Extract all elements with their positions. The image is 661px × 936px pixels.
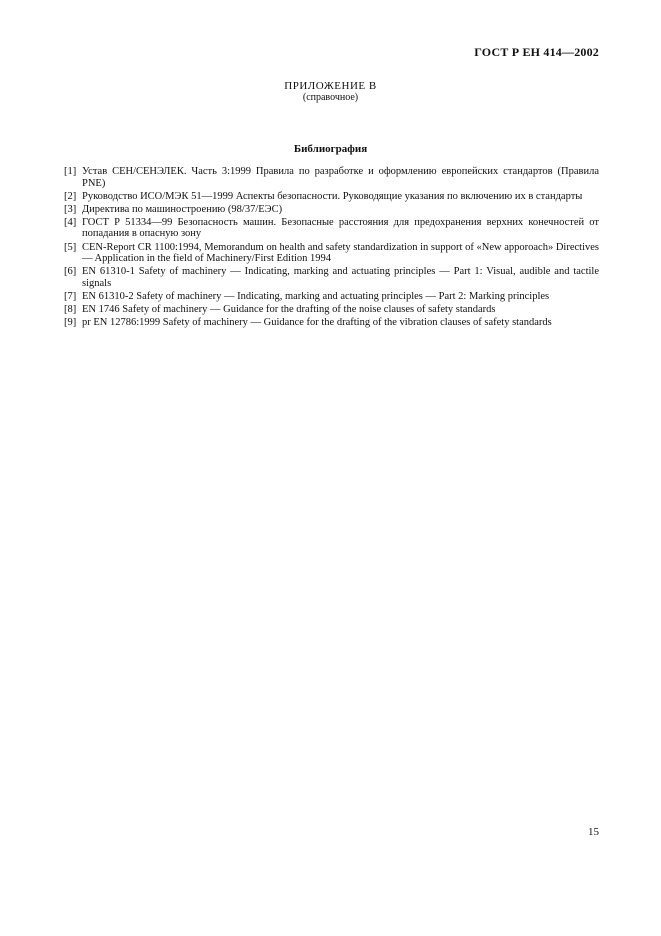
bibliography-item: [64, 304, 599, 316]
reference-text: EN 61310-1 Safety of machinery — Indicating, marking and actuating principles — Part 1: Visual, audible and tactile signals: [82, 266, 599, 289]
bibliography-item: [64, 217, 599, 240]
bibliography-list: [64, 166, 599, 330]
reference-text: Директива по машиностроению (98/37/ЕЭС): [82, 203, 283, 215]
reference-number: [8]: [64, 304, 77, 316]
bibliography-item: [64, 191, 599, 203]
reference-text: Устав СЕН/СЕНЭЛЕК. Часть 3:1999 Правила по разработке и оформлению европейских стандартов (Правила PNE): [82, 166, 599, 189]
bibliography-item: [64, 266, 599, 289]
reference-text: Руководство ИСО/МЭК 51—1999 Аспекты безопасности. Руководящие указания по включению их в стандарты: [82, 190, 583, 202]
bibliography-item: [64, 166, 599, 189]
reference-number: [1]: [64, 166, 77, 177]
reference-text: pr EN 12786:1999 Safety of machinery — Guidance for the drafting of the vibration clauses of safety standards: [82, 317, 552, 329]
reference-text: EN 1746 Safety of machinery — Guidance for the drafting of the noise clauses of safety standards: [82, 304, 496, 316]
document-code: ГОСТ Р ЕН 414—2002: [474, 45, 599, 59]
reference-number: [6]: [64, 266, 77, 278]
reference-text: ГОСТ Р 51334—99 Безопасность машин. Безопасные расстояния для предохранения верхних конечностей от попадания в опасную зону: [82, 216, 599, 240]
reference-number: [5]: [64, 241, 77, 253]
reference-text: CEN-Report CR 1100:1994, Memorandum on health and safety standardization in support of «New apporoach» Directives — Application in the field of Machinery/First Edition 1994: [82, 241, 599, 265]
reference-number: [3]: [64, 203, 77, 215]
bibliography-item: [64, 242, 599, 265]
annex-heading: [0, 80, 661, 104]
bibliography-item: [64, 317, 599, 329]
bibliography-title: Библиография: [293, 143, 368, 155]
reference-number: [4]: [64, 216, 77, 228]
reference-number: [2]: [64, 190, 77, 202]
bibliography-item: [64, 204, 599, 216]
page-number: 15: [588, 826, 599, 838]
annex-subtitle: (справочное): [302, 92, 359, 103]
reference-number: [7]: [64, 290, 77, 302]
reference-number: [9]: [64, 317, 77, 329]
reference-text: EN 61310-2 Safety of machinery — Indicating, marking and actuating principles — Part 2: Marking principles: [82, 290, 550, 302]
bibliography-item: [64, 291, 599, 303]
annex-title: ПРИЛОЖЕНИЕ В: [284, 80, 377, 92]
